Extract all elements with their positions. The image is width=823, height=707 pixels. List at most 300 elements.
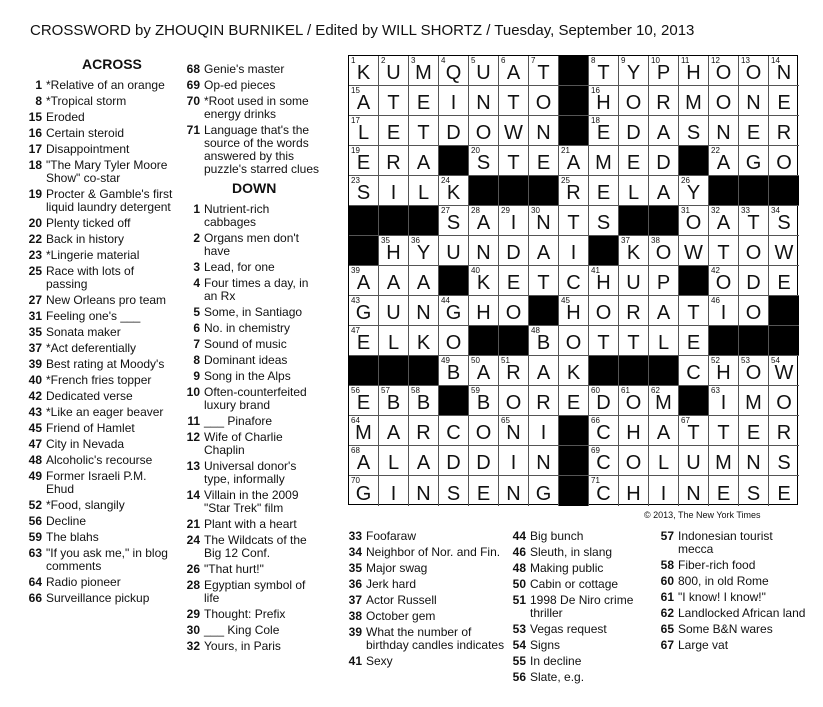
grid-cell[interactable] [499, 446, 529, 476]
grid-cell[interactable] [439, 56, 469, 86]
cell-letter: S [446, 212, 461, 234]
grid-cell[interactable] [709, 146, 739, 176]
grid-cell[interactable] [649, 56, 679, 86]
grid-cell[interactable] [619, 236, 649, 266]
grid-cell[interactable] [769, 56, 799, 86]
clue-text: "That hurt!" [204, 562, 264, 576]
cell-letter: M [685, 92, 702, 114]
grid-cell[interactable] [619, 476, 649, 506]
grid-cell[interactable] [529, 416, 559, 446]
grid-cell[interactable] [409, 416, 439, 446]
grid-cell[interactable] [679, 86, 709, 116]
grid-cell[interactable] [709, 446, 739, 476]
grid-black-square [679, 386, 709, 416]
grid-cell[interactable] [589, 116, 619, 146]
grid-cell[interactable] [469, 446, 499, 476]
grid-cell[interactable] [709, 356, 739, 386]
grid-cell[interactable] [529, 356, 559, 386]
grid-black-square [559, 416, 589, 446]
cell-letter: H [686, 62, 701, 84]
grid-cell[interactable] [559, 356, 589, 386]
grid-cell[interactable] [709, 266, 739, 296]
grid-cell[interactable] [529, 266, 559, 296]
cell-number: 42 [711, 266, 720, 275]
clue-number: 21 [186, 517, 200, 531]
grid-cell[interactable] [469, 116, 499, 146]
grid-cell[interactable] [589, 86, 619, 116]
grid-cell[interactable] [769, 386, 799, 416]
grid-cell[interactable] [409, 176, 439, 206]
cell-letter: M [655, 392, 672, 414]
grid-cell[interactable] [679, 416, 709, 446]
grid-cell[interactable] [499, 356, 529, 386]
grid-cell[interactable] [589, 326, 619, 356]
cell-number: 46 [711, 296, 720, 305]
grid-cell[interactable] [409, 266, 439, 296]
grid-cell[interactable] [409, 146, 439, 176]
cell-letter: D [476, 452, 491, 474]
grid-cell[interactable] [589, 56, 619, 86]
grid-cell[interactable] [529, 326, 559, 356]
grid-cell[interactable] [379, 86, 409, 116]
grid-cell[interactable] [499, 116, 529, 146]
grid-cell[interactable] [619, 266, 649, 296]
puzzle-title: CROSSWORD by ZHOUQIN BURNIKEL / Edited by WILL SHORTZ / Tuesday, September 10, 2013 [30, 22, 695, 39]
grid-cell[interactable] [409, 86, 439, 116]
grid-cell[interactable] [679, 206, 709, 236]
grid-cell[interactable] [649, 86, 679, 116]
grid-cell[interactable] [679, 176, 709, 206]
clue-text: Surveillance pickup [46, 591, 150, 605]
clue-text: Disappointment [46, 142, 130, 156]
cell-letter: A [386, 272, 401, 294]
grid-cell[interactable] [649, 416, 679, 446]
grid-cell[interactable] [679, 56, 709, 86]
cell-number: 69 [591, 446, 600, 455]
cell-letter: A [716, 152, 731, 174]
grid-cell[interactable] [439, 446, 469, 476]
grid-cell[interactable] [649, 296, 679, 326]
clue-text: What the number of birthday candles indicates [366, 625, 505, 652]
grid-cell[interactable] [409, 446, 439, 476]
clue-number: 36 [348, 577, 362, 591]
grid-black-square [559, 86, 589, 116]
clue-item [184, 203, 324, 229]
grid-black-square [709, 176, 739, 206]
clue-text: Sonata maker [46, 325, 121, 339]
grid-cell[interactable] [769, 236, 799, 266]
grid-cell[interactable] [709, 416, 739, 446]
grid-cell[interactable] [349, 56, 379, 86]
grid-cell[interactable] [589, 266, 619, 296]
grid-cell[interactable] [739, 86, 769, 116]
grid-cell[interactable] [709, 476, 739, 506]
grid-cell[interactable] [469, 476, 499, 506]
cell-number: 39 [351, 266, 360, 275]
cell-letter: B [446, 362, 461, 384]
grid-cell[interactable] [559, 176, 589, 206]
grid-cell[interactable] [409, 326, 439, 356]
cell-number: 14 [771, 56, 780, 65]
grid-cell[interactable] [529, 476, 559, 506]
clue-text: The Wildcats of the Big 12 Conf. [204, 533, 307, 560]
cell-letter: I [390, 182, 397, 204]
grid-cell[interactable] [349, 266, 379, 296]
clue-number: 20 [28, 216, 42, 230]
cell-letter: A [656, 122, 671, 144]
grid-cell[interactable] [469, 146, 499, 176]
clue-text: Song in the Alps [204, 369, 291, 383]
clue-item [184, 277, 324, 303]
clue-text: Yours, in Paris [204, 639, 281, 653]
grid-cell[interactable] [499, 416, 529, 446]
grid-cell[interactable] [589, 176, 619, 206]
grid-cell[interactable] [619, 446, 649, 476]
grid-cell[interactable] [439, 116, 469, 146]
clue-text: No. in chemistry [204, 321, 291, 335]
grid-cell[interactable] [379, 56, 409, 86]
grid-cell[interactable] [409, 296, 439, 326]
grid-cell[interactable] [769, 146, 799, 176]
grid-cell[interactable] [559, 386, 589, 416]
clue-number: 19 [28, 187, 42, 201]
grid-cell[interactable] [619, 416, 649, 446]
clue-number: 44 [512, 529, 526, 543]
grid-cell[interactable] [469, 296, 499, 326]
cell-letter: D [446, 122, 461, 144]
grid-cell[interactable] [349, 416, 379, 446]
grid-cell[interactable] [769, 356, 799, 386]
grid-cell[interactable] [409, 236, 439, 266]
clue-text: Alcoholic's recourse [46, 453, 153, 467]
grid-cell[interactable] [379, 416, 409, 446]
grid-cell[interactable] [499, 386, 529, 416]
grid-cell[interactable] [769, 86, 799, 116]
grid-cell[interactable] [769, 206, 799, 236]
grid-cell[interactable] [469, 386, 499, 416]
down-clue-list-continued [510, 530, 660, 684]
clue-item [26, 531, 174, 544]
grid-cell[interactable] [439, 236, 469, 266]
grid-cell[interactable] [679, 356, 709, 386]
grid-cell[interactable] [589, 416, 619, 446]
grid-cell[interactable] [649, 446, 679, 476]
grid-cell[interactable] [709, 386, 739, 416]
grid-cell[interactable] [409, 476, 439, 506]
grid-cell[interactable] [589, 146, 619, 176]
grid-cell[interactable] [499, 206, 529, 236]
grid-cell[interactable] [349, 386, 379, 416]
grid-cell[interactable] [559, 296, 589, 326]
grid-cell[interactable] [709, 296, 739, 326]
cell-letter: T [717, 422, 730, 444]
grid-cell[interactable] [649, 386, 679, 416]
cell-letter: P [656, 272, 671, 294]
clue-item [184, 518, 324, 531]
grid-cell[interactable] [379, 266, 409, 296]
grid-cell[interactable] [529, 236, 559, 266]
grid-cell[interactable] [499, 236, 529, 266]
grid-cell[interactable] [739, 146, 769, 176]
cell-letter: R [656, 92, 671, 114]
clue-item [26, 79, 174, 92]
clue-number: 33 [348, 529, 362, 543]
clue-number: 55 [512, 654, 526, 668]
grid-cell[interactable] [439, 206, 469, 236]
clue-text: 800, in old Rome [678, 574, 769, 588]
clue-number: 54 [512, 638, 526, 652]
cell-letter: E [777, 483, 791, 505]
grid-cell[interactable] [649, 176, 679, 206]
grid-cell[interactable] [709, 206, 739, 236]
clue-item [346, 610, 506, 623]
grid-cell[interactable] [619, 116, 649, 146]
grid-cell[interactable] [769, 446, 799, 476]
grid-cell[interactable] [619, 386, 649, 416]
grid-cell[interactable] [679, 236, 709, 266]
cell-letter: D [506, 242, 521, 264]
grid-cell[interactable] [409, 56, 439, 86]
grid-cell[interactable] [379, 236, 409, 266]
cell-letter: Q [445, 62, 462, 84]
grid-cell[interactable] [379, 326, 409, 356]
clue-text: "If you ask me," in blog comments [46, 546, 168, 573]
grid-cell[interactable] [469, 356, 499, 386]
clue-number: 56 [512, 670, 526, 684]
clue-item [26, 547, 174, 573]
grid-cell[interactable] [589, 446, 619, 476]
grid-cell[interactable] [439, 476, 469, 506]
cell-letter: T [597, 332, 610, 354]
cell-letter: S [686, 122, 701, 144]
grid-cell[interactable] [379, 446, 409, 476]
cell-letter: A [356, 452, 371, 474]
grid-black-square [589, 356, 619, 386]
grid-cell[interactable] [739, 116, 769, 146]
grid-cell[interactable] [349, 296, 379, 326]
clue-number: 6 [193, 321, 200, 335]
grid-cell[interactable] [679, 446, 709, 476]
clue-number: 56 [28, 514, 42, 528]
grid-cell[interactable] [379, 116, 409, 146]
grid-cell[interactable] [769, 266, 799, 296]
clue-text: Wife of Charlie Chaplin [204, 430, 283, 457]
grid-cell[interactable] [559, 326, 589, 356]
grid-cell[interactable] [349, 476, 379, 506]
grid-cell[interactable] [739, 296, 769, 326]
clue-text: Language that's the source of the words answered by this puzzle's starred clues [204, 123, 320, 176]
grid-cell[interactable] [349, 446, 379, 476]
cell-letter: E [716, 483, 731, 505]
grid-cell[interactable] [769, 416, 799, 446]
grid-cell[interactable] [679, 296, 709, 326]
grid-cell[interactable] [499, 146, 529, 176]
cell-letter: G [445, 302, 462, 324]
clue-number: 9 [193, 369, 200, 383]
grid-cell[interactable] [529, 446, 559, 476]
grid-cell[interactable] [739, 266, 769, 296]
grid-cell[interactable] [559, 146, 589, 176]
grid-cell[interactable] [499, 296, 529, 326]
grid-cell[interactable] [469, 206, 499, 236]
cell-letter: W [774, 242, 794, 264]
grid-cell[interactable] [469, 416, 499, 446]
grid-cell[interactable] [739, 56, 769, 86]
grid-cell[interactable] [469, 266, 499, 296]
grid-cell[interactable] [409, 386, 439, 416]
grid-cell[interactable] [349, 176, 379, 206]
cell-letter: O [445, 332, 462, 354]
grid-cell[interactable] [439, 326, 469, 356]
cell-letter: U [476, 62, 491, 84]
clue-item [26, 422, 174, 435]
clue-number: 26 [186, 562, 200, 576]
grid-black-square [559, 476, 589, 506]
grid-cell[interactable] [349, 116, 379, 146]
grid-cell[interactable] [379, 176, 409, 206]
cell-number: 13 [741, 56, 750, 65]
clue-number: 58 [660, 558, 674, 572]
grid-cell[interactable] [439, 86, 469, 116]
cell-letter: K [566, 362, 581, 384]
grid-cell[interactable] [619, 326, 649, 356]
grid-cell[interactable] [619, 296, 649, 326]
clue-text: *Like an eager beaver [46, 405, 164, 419]
grid-cell[interactable] [649, 146, 679, 176]
grid-cell[interactable] [469, 86, 499, 116]
clue-number: 14 [186, 488, 200, 502]
down-column-3 [346, 530, 506, 671]
grid-cell[interactable] [739, 206, 769, 236]
grid-cell[interactable] [739, 416, 769, 446]
cell-number: 68 [351, 446, 360, 455]
grid-cell[interactable] [619, 56, 649, 86]
cell-number: 64 [351, 416, 360, 425]
cell-letter: U [626, 272, 641, 294]
grid-cell[interactable] [739, 476, 769, 506]
clue-number: 47 [28, 437, 42, 451]
grid-cell[interactable] [529, 146, 559, 176]
cell-letter: H [626, 483, 641, 505]
grid-cell[interactable] [349, 146, 379, 176]
grid-cell[interactable] [709, 56, 739, 86]
cell-letter: E [596, 122, 611, 144]
grid-cell[interactable] [709, 236, 739, 266]
clue-item [184, 415, 324, 428]
cell-number: 38 [651, 236, 660, 245]
grid-cell[interactable] [499, 476, 529, 506]
clue-text: Often-counterfeited luxury brand [204, 385, 307, 412]
clue-number: 35 [348, 561, 362, 575]
clue-item [26, 95, 174, 108]
grid-cell[interactable] [409, 116, 439, 146]
cell-letter: E [506, 272, 521, 294]
grid-cell[interactable] [739, 356, 769, 386]
grid-cell[interactable] [559, 236, 589, 266]
grid-cell[interactable] [529, 86, 559, 116]
grid-cell[interactable] [349, 86, 379, 116]
grid-cell[interactable] [349, 326, 379, 356]
grid-cell[interactable] [379, 386, 409, 416]
grid-cell[interactable] [379, 476, 409, 506]
clue-number: 30 [186, 623, 200, 637]
grid-cell[interactable] [679, 326, 709, 356]
clue-item [26, 127, 174, 140]
grid-cell[interactable] [649, 236, 679, 266]
down-clue-list-continued [658, 530, 808, 652]
grid-cell[interactable] [679, 476, 709, 506]
grid-cell[interactable] [559, 206, 589, 236]
grid-cell[interactable] [649, 116, 679, 146]
grid-cell[interactable] [559, 266, 589, 296]
grid-cell[interactable] [739, 236, 769, 266]
clue-number: 46 [512, 545, 526, 559]
grid-cell[interactable] [469, 56, 499, 86]
grid-cell[interactable] [499, 266, 529, 296]
clue-text: Big bunch [530, 529, 584, 543]
grid-cell[interactable] [739, 446, 769, 476]
grid-cell[interactable] [709, 116, 739, 146]
clue-item [184, 124, 324, 176]
clue-item [184, 95, 324, 121]
cell-letter: D [656, 152, 671, 174]
grid-cell[interactable] [529, 116, 559, 146]
grid-black-square [679, 146, 709, 176]
clue-item [184, 261, 324, 274]
grid-cell[interactable] [439, 416, 469, 446]
clue-item [184, 579, 324, 605]
cell-number: 21 [561, 146, 570, 155]
grid-cell[interactable] [769, 476, 799, 506]
grid-cell[interactable] [649, 326, 679, 356]
grid-cell[interactable] [769, 116, 799, 146]
grid-cell[interactable] [379, 146, 409, 176]
cell-letter: H [626, 422, 641, 444]
cell-letter: D [446, 452, 461, 474]
grid-cell[interactable] [439, 176, 469, 206]
grid-cell[interactable] [589, 386, 619, 416]
grid-cell[interactable] [619, 146, 649, 176]
grid-cell[interactable] [589, 476, 619, 506]
grid-cell[interactable] [529, 206, 559, 236]
grid-cell[interactable] [469, 236, 499, 266]
grid-cell[interactable] [589, 296, 619, 326]
grid-cell[interactable] [739, 386, 769, 416]
clue-item [346, 578, 506, 591]
grid-cell[interactable] [499, 86, 529, 116]
cell-number: 6 [501, 56, 506, 65]
grid-cell[interactable] [619, 176, 649, 206]
grid-cell[interactable] [439, 296, 469, 326]
clue-item [184, 460, 324, 486]
cell-letter: R [506, 362, 521, 384]
clue-item [510, 578, 660, 591]
grid-cell[interactable] [439, 356, 469, 386]
grid-cell[interactable] [529, 386, 559, 416]
cell-letter: T [687, 302, 700, 324]
grid-cell[interactable] [649, 266, 679, 296]
grid-cell[interactable] [709, 86, 739, 116]
cell-letter: A [716, 212, 731, 234]
grid-cell[interactable] [619, 86, 649, 116]
grid-cell[interactable] [589, 206, 619, 236]
grid-cell[interactable] [499, 56, 529, 86]
grid-cell[interactable] [379, 296, 409, 326]
grid-cell[interactable] [679, 116, 709, 146]
grid-cell[interactable] [649, 476, 679, 506]
clue-text: *Tropical storm [46, 94, 127, 108]
grid-cell[interactable] [529, 56, 559, 86]
